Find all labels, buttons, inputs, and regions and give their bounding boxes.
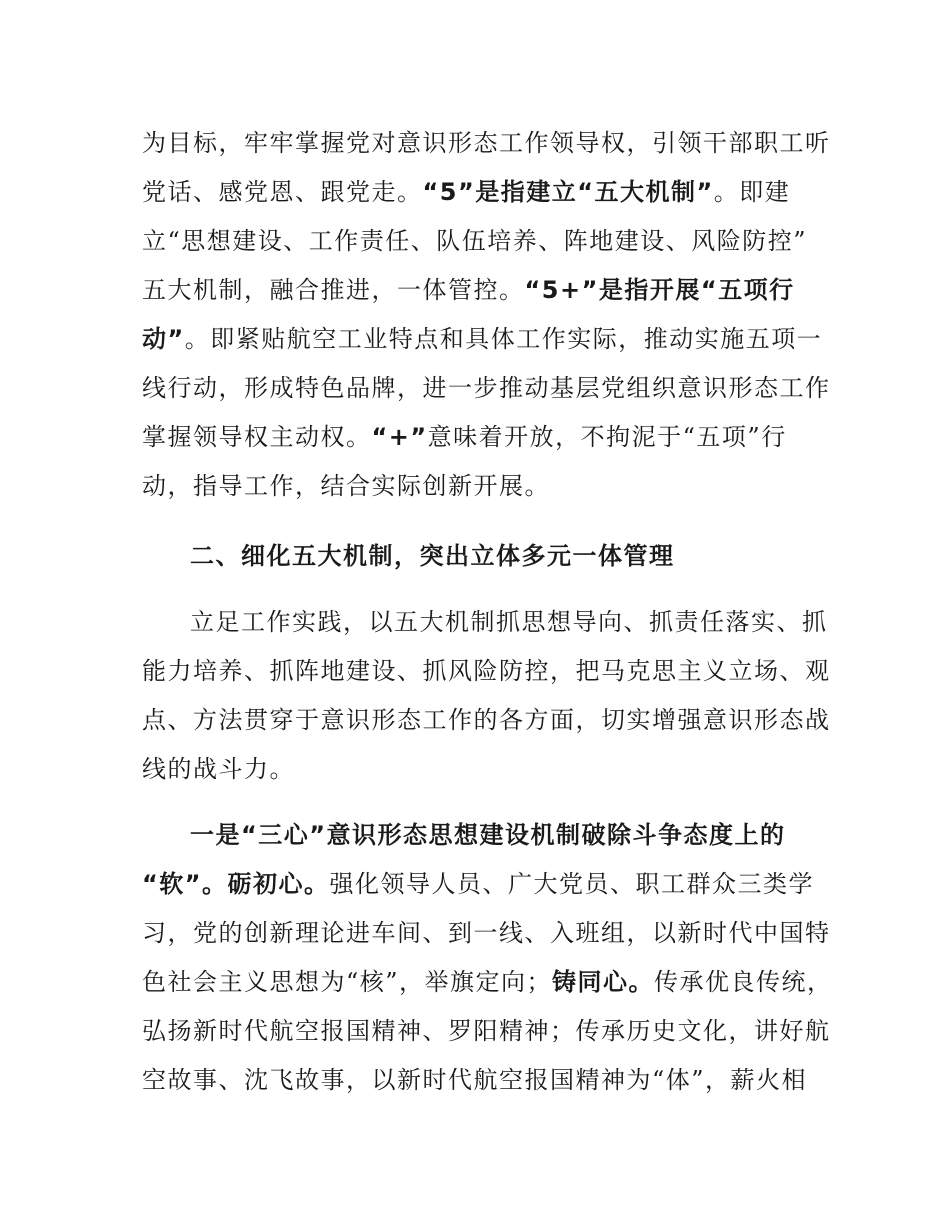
text-segment: 空故事、沈飞故事，以新时代航空报国精神为“体”，薪火相 xyxy=(142,1066,808,1094)
text-line xyxy=(142,918,831,948)
text-segment: 能力培养、抓阵地建设、抓风险防控，把马克思主义立场、观 xyxy=(142,657,831,685)
bold-text: “5+”是指开展“五项行 xyxy=(524,276,795,304)
text-line xyxy=(142,324,822,354)
text-line xyxy=(142,177,822,207)
bold-text: 动” xyxy=(142,325,185,353)
text-segment: 掌握领导权主动权。 xyxy=(142,423,372,451)
text-segment: 党话、感党恩、跟党走。 xyxy=(142,178,423,206)
text-segment: 强化领导人员、广大党员、职工群众三类学 xyxy=(329,870,815,898)
text-segment: 立足工作实践，以五大机制抓思想导向、抓责任落实、抓 xyxy=(190,608,828,636)
text-line xyxy=(142,869,822,899)
bold-text: 铸同心。 xyxy=(552,968,655,996)
text-line xyxy=(142,128,831,158)
text-segment: 习，党的创新理论进车间、到一线、入班组，以新时代中国特 xyxy=(142,919,831,947)
bold-text: “软”。砺初心。 xyxy=(142,870,330,898)
text-line xyxy=(142,656,831,686)
text-line xyxy=(142,967,833,997)
bold-text: “5”是指建立“五大机制” xyxy=(422,178,714,206)
text-line xyxy=(142,541,870,571)
bold-text: “+” xyxy=(371,423,428,451)
text-line xyxy=(142,471,822,501)
text-segment: 。即紧贴航空工业特点和具体工作实际，推动实施五项一 xyxy=(184,325,823,353)
text-line xyxy=(142,373,831,403)
text-segment: 线的战斗力。 xyxy=(142,755,295,783)
text-segment: 色社会主义思想为“核”，举旗定向； xyxy=(142,968,553,996)
text-segment: 五大机制，融合推进，一体管控。 xyxy=(142,276,525,304)
bold-text: 二、细化五大机制，突出立体多元一体管理 xyxy=(190,542,675,570)
text-line xyxy=(142,275,822,305)
text-line xyxy=(142,754,822,784)
text-segment: 立“思想建设、工作责任、队伍培养、阵地建设、风险防控” xyxy=(142,227,808,255)
text-line xyxy=(142,226,822,256)
text-line xyxy=(142,422,822,452)
text-segment: 为目标，牢牢掌握党对意识形态工作领导权，引领干部职工听 xyxy=(142,129,831,157)
text-segment: 。即建 xyxy=(713,178,791,206)
text-line xyxy=(142,1016,831,1046)
text-line xyxy=(142,705,831,735)
text-segment: 弘扬新时代航空报国精神、罗阳精神；传承历史文化，讲好航 xyxy=(142,1017,831,1045)
bold-text: 一是“三心”意识形态思想建设机制破除斗争态度上的 xyxy=(190,821,786,849)
text-segment: 传承优良传统， xyxy=(654,968,833,996)
text-line xyxy=(142,607,870,637)
text-segment: 线行动，形成特色品牌，进一步推动基层党组织意识形态工作 xyxy=(142,374,831,402)
text-line xyxy=(142,1065,822,1095)
text-segment: 动，指导工作，结合实际创新开展。 xyxy=(142,472,550,500)
text-line xyxy=(142,820,870,850)
text-segment: 点、方法贯穿于意识形态工作的各方面，切实增强意识形态战 xyxy=(142,706,831,734)
text-segment: 意味着开放，不拘泥于“五项”行 xyxy=(427,423,787,451)
